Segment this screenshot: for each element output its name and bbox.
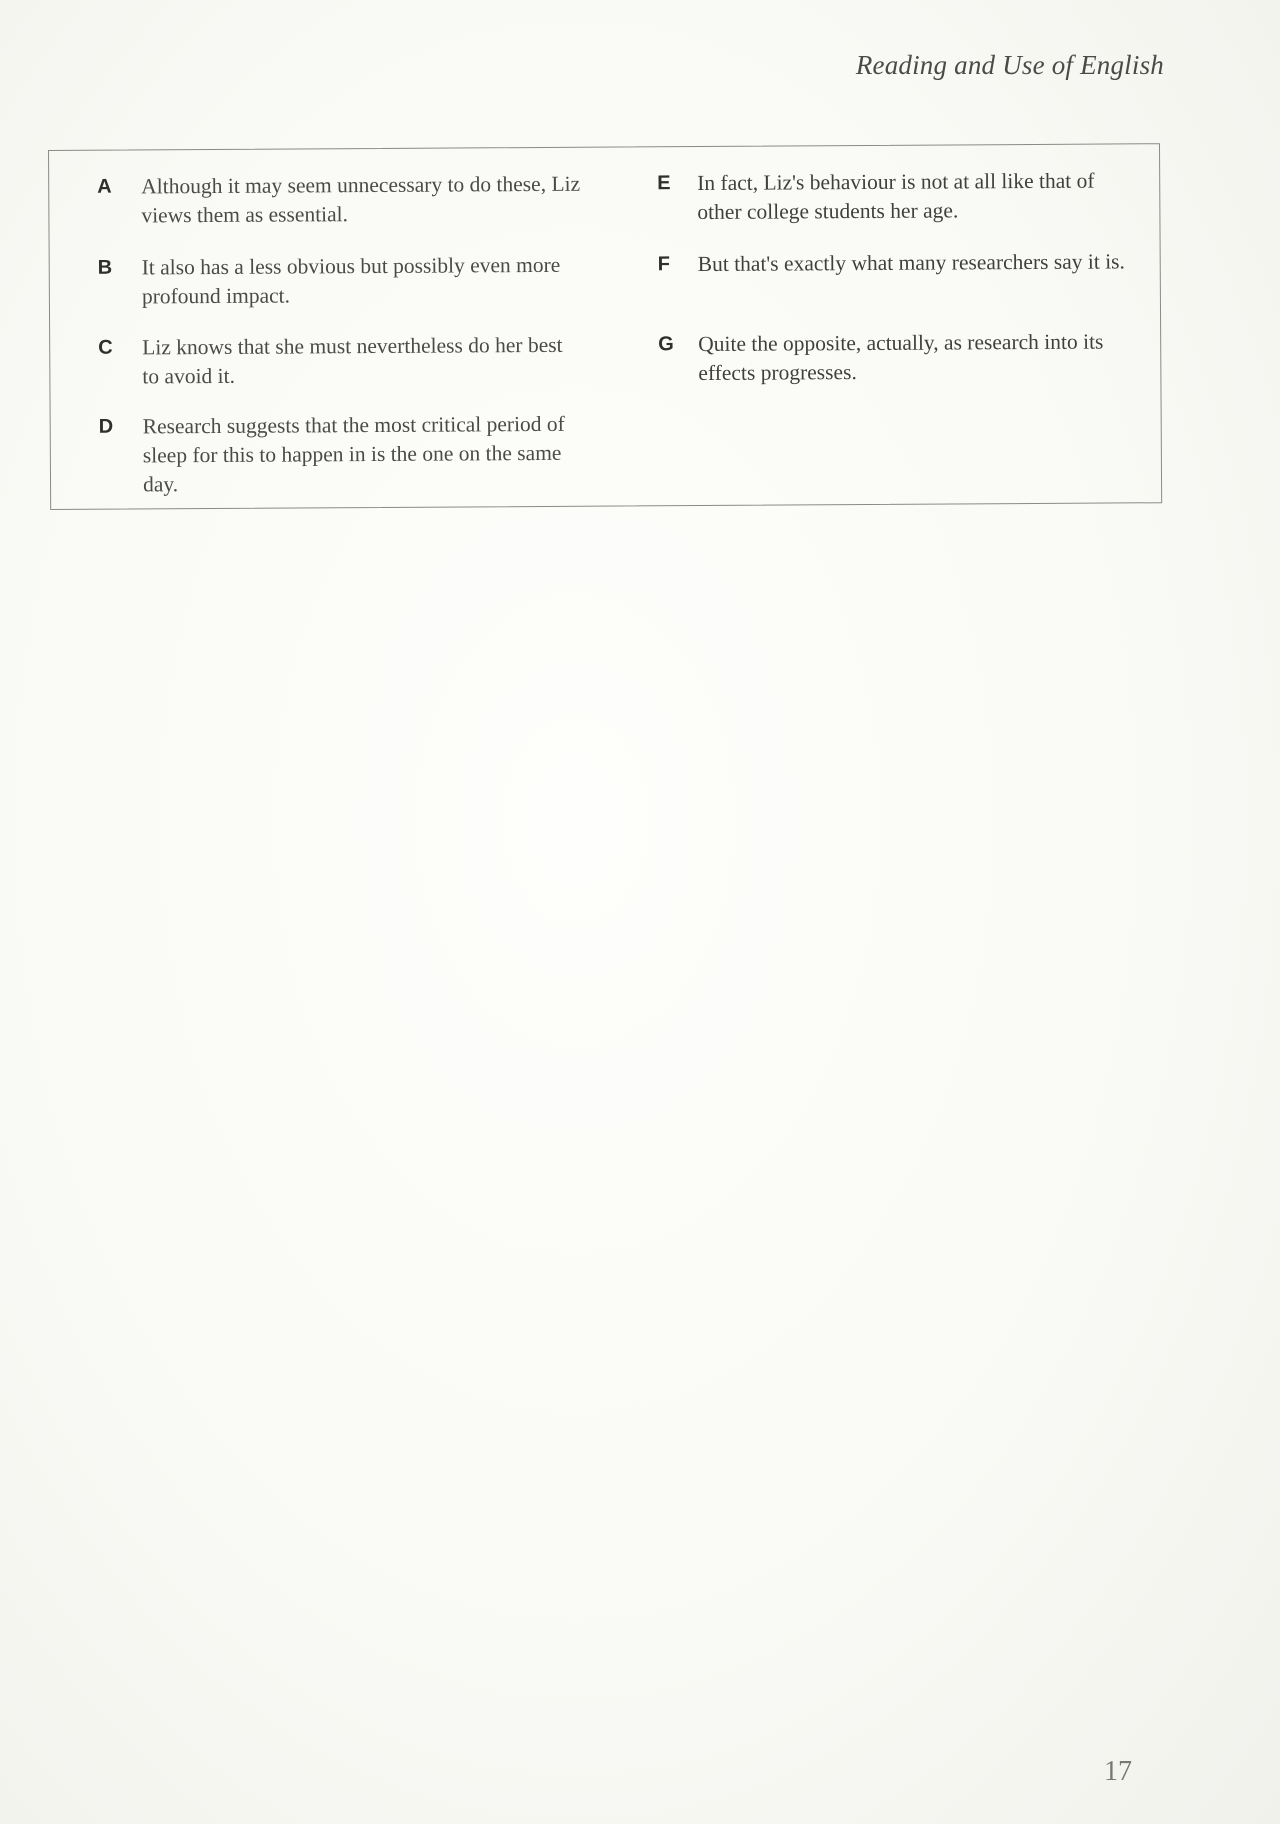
option-letter: B bbox=[97, 256, 113, 279]
option-letter: D bbox=[98, 415, 114, 438]
option-text: It also has a less obvious but possibly even more profound impact. bbox=[141, 252, 561, 309]
option-d bbox=[99, 410, 584, 500]
option-e bbox=[657, 166, 1137, 227]
option-a bbox=[97, 170, 581, 231]
options-box bbox=[48, 143, 1162, 510]
option-text: In fact, Liz's behaviour is not at all like that of other college students her age. bbox=[697, 168, 1095, 225]
page-number: 17 bbox=[1104, 1756, 1132, 1787]
option-text: Research suggests that the most critical period of sleep for this to happen in is the one on the same day. bbox=[142, 411, 565, 497]
option-text: But that's exactly what many researchers say it is. bbox=[697, 249, 1125, 277]
option-g bbox=[658, 327, 1138, 388]
option-text: Quite the opposite, actually, as research into its effects progresses. bbox=[698, 329, 1104, 386]
option-text: Although it may seem unnecessary to do these, Liz views them as essential. bbox=[141, 171, 581, 228]
running-head: Reading and Use of English bbox=[855, 50, 1164, 80]
option-letter: G bbox=[658, 333, 674, 356]
option-text: Liz knows that she must nevertheless do her best to avoid it. bbox=[142, 332, 563, 389]
option-letter: C bbox=[98, 336, 113, 359]
option-letter: E bbox=[657, 172, 671, 195]
option-b bbox=[98, 251, 582, 312]
option-letter: F bbox=[657, 253, 670, 276]
option-c bbox=[98, 331, 582, 392]
option-f bbox=[658, 247, 1138, 279]
option-letter: A bbox=[97, 175, 112, 198]
